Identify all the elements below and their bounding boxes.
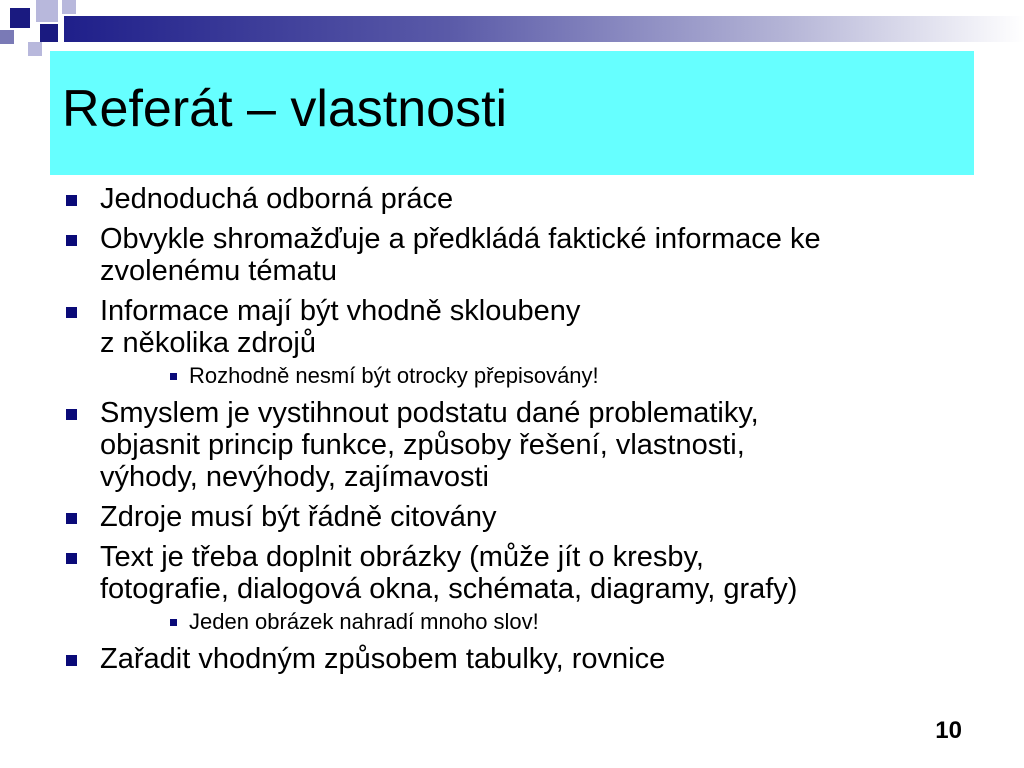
header-gradient-bar — [64, 16, 1024, 42]
square-bullet-icon — [66, 655, 77, 666]
item-text-line: výhody, nevýhody, zajímavosti — [100, 461, 489, 493]
list-item — [0, 541, 1000, 605]
title-box — [50, 51, 974, 175]
sub-list-item — [0, 363, 1000, 389]
slide-title: Referát – vlastnosti — [62, 80, 508, 138]
decor-square-icon — [62, 0, 76, 14]
square-bullet-icon — [170, 619, 177, 626]
item-text-line: Informace mají být vhodně skloubeny — [100, 295, 581, 327]
item-text-line: fotografie, dialogová okna, schémata, diagramy, grafy) — [100, 573, 798, 605]
list-item — [0, 223, 1000, 287]
item-text-line: Zařadit vhodným způsobem tabulky, rovnice — [100, 643, 666, 675]
decor-square-icon — [0, 30, 14, 44]
square-bullet-icon — [170, 373, 177, 380]
list-item — [0, 295, 1000, 359]
square-bullet-icon — [66, 513, 77, 524]
list-item — [0, 397, 1000, 493]
item-text-line: z několika zdrojů — [100, 327, 316, 359]
decor-square-icon — [28, 42, 42, 56]
decor-square-icon — [10, 8, 30, 28]
sub-item-text: Jeden obrázek nahradí mnoho slov! — [189, 609, 539, 634]
square-bullet-icon — [66, 195, 77, 206]
square-bullet-icon — [66, 235, 77, 246]
item-text-line: Text je třeba doplnit obrázky (může jít o kresby, — [100, 541, 704, 573]
page-number: 10 — [935, 717, 962, 744]
list-item — [0, 501, 1000, 533]
item-text-line: Jednoduchá odborná práce — [100, 183, 454, 215]
bullet-list — [0, 183, 1000, 683]
list-item — [0, 183, 1000, 215]
decor-square-icon — [40, 24, 58, 42]
item-text-line: zvolenému tématu — [100, 255, 337, 287]
square-bullet-icon — [66, 307, 77, 318]
sub-item-text: Rozhodně nesmí být otrocky přepisovány! — [189, 363, 599, 388]
list-item — [0, 643, 1000, 675]
item-text-line: objasnit princip funkce, způsoby řešení, vlastnosti, — [100, 429, 745, 461]
decor-square-icon — [36, 0, 58, 22]
item-text-line: Obvykle shromažďuje a předkládá faktické informace ke — [100, 223, 821, 255]
square-bullet-icon — [66, 553, 77, 564]
item-text-line: Zdroje musí být řádně citovány — [100, 501, 497, 533]
item-text-line: Smyslem je vystihnout podstatu dané problematiky, — [100, 397, 759, 429]
sub-list-item — [0, 609, 1000, 635]
square-bullet-icon — [66, 409, 77, 420]
